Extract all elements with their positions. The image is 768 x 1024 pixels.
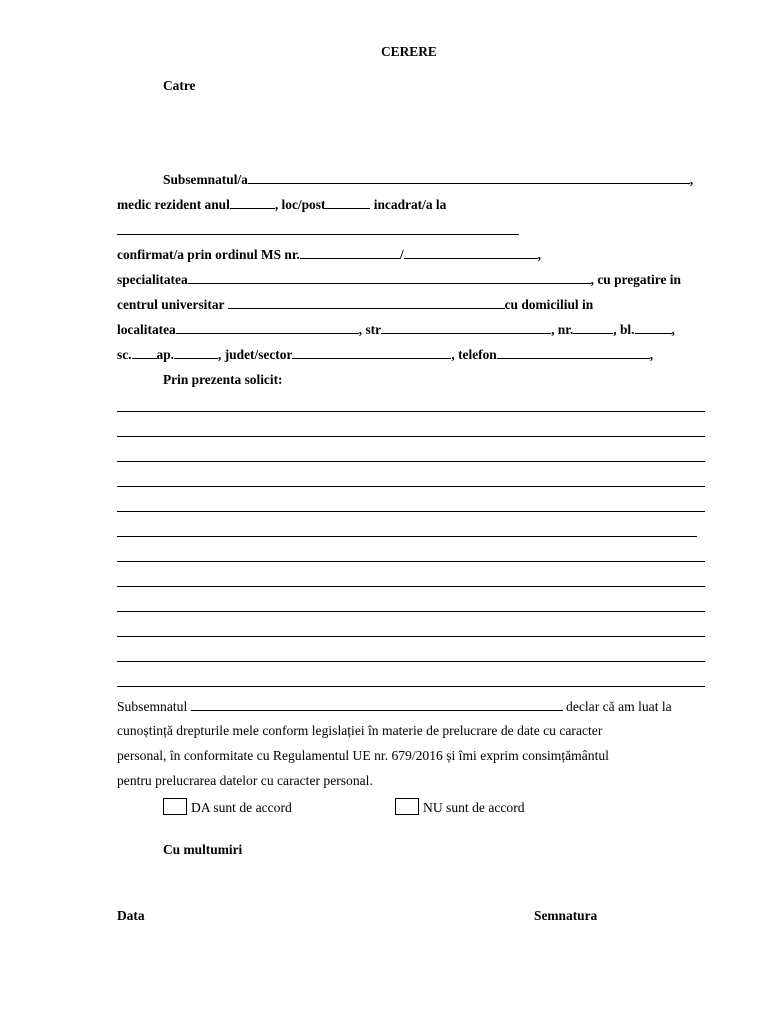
centrul-label: centrul universitar: [117, 297, 228, 312]
sc-label: sc.: [117, 347, 132, 362]
request-line[interactable]: [117, 536, 697, 537]
comma-text: ,: [671, 322, 675, 337]
form-line-1: [163, 171, 693, 188]
institution-field[interactable]: [117, 234, 519, 235]
consent-subsemnatul-label: Subsemnatul: [117, 699, 191, 714]
request-line[interactable]: [117, 611, 705, 612]
consent-no-checkbox[interactable]: [395, 798, 419, 815]
localitatea-label: localitatea: [117, 322, 176, 337]
phone-field[interactable]: [497, 346, 650, 359]
request-line[interactable]: [117, 436, 705, 437]
staircase-field[interactable]: [132, 346, 157, 359]
telefon-label: , telefon: [451, 347, 497, 362]
post-field[interactable]: [325, 196, 370, 209]
comma-text: ,: [689, 172, 694, 187]
street-field[interactable]: [381, 321, 551, 334]
order-date-field[interactable]: [404, 246, 538, 259]
consent-name-field[interactable]: [191, 698, 563, 711]
request-line[interactable]: [117, 586, 705, 587]
form-line-6: [117, 296, 593, 313]
page-title: CERERE: [381, 44, 437, 59]
specialty-field[interactable]: [188, 271, 591, 284]
bl-label: , bl.: [613, 322, 635, 337]
ap-label: ap.: [156, 347, 175, 362]
locality-field[interactable]: [176, 321, 359, 334]
request-line[interactable]: [117, 411, 705, 412]
cu-pregatire-label: , cu pregatire in: [590, 272, 681, 287]
medic-rezident-label: medic rezident anul: [117, 197, 230, 212]
block-field[interactable]: [635, 321, 672, 334]
year-field[interactable]: [230, 196, 275, 209]
request-line[interactable]: [117, 661, 705, 662]
confirmat-label: confirmat/a prin ordinul MS nr.: [117, 247, 300, 262]
university-center-field[interactable]: [228, 296, 505, 309]
name-field[interactable]: [248, 171, 690, 184]
consent-yes-label: DA sunt de accord: [191, 800, 292, 815]
comma-text: ,: [649, 347, 654, 362]
order-number-field[interactable]: [300, 246, 400, 259]
form-line-5: [117, 271, 681, 288]
consent-no-option[interactable]: [395, 798, 525, 816]
specialitatea-label: specialitatea: [117, 272, 188, 287]
consent-line-2: cunoștință drepturile mele conform legislației în materie de prelucrare de date cu caracter: [117, 723, 603, 738]
slash-text: /: [399, 247, 404, 262]
loc-post-label: , loc/post: [274, 197, 326, 212]
closing-text: Cu multumiri: [163, 842, 243, 857]
nr-label: , nr.: [551, 322, 574, 337]
consent-line-3: personal, în conformitate cu Regulamentul UE nr. 679/2016 și îmi exprim consimțământul: [117, 748, 609, 763]
subsemnatul-label: Subsemnatul/a: [163, 172, 248, 187]
form-line-7: [117, 321, 675, 338]
form-line-2: [117, 196, 446, 213]
form-line-4: [117, 246, 541, 263]
county-field[interactable]: [292, 346, 451, 359]
incadrat-label: incadrat/a la: [370, 197, 447, 212]
signature-label: Semnatura: [534, 908, 598, 923]
consent-no-label: NU sunt de accord: [423, 800, 525, 815]
str-label: , str: [358, 322, 382, 337]
request-line[interactable]: [117, 561, 705, 562]
request-line[interactable]: [117, 461, 705, 462]
consent-line-1: [117, 698, 672, 715]
form-line-8: [117, 346, 653, 363]
consent-yes-option[interactable]: [163, 798, 292, 816]
judet-label: , judet/sector: [218, 347, 293, 362]
request-line[interactable]: [117, 686, 705, 687]
cu-domiciliul-label: cu domiciliul in: [504, 297, 594, 312]
date-label: Data: [117, 908, 145, 923]
request-label: Prin prezenta solicit:: [163, 372, 283, 387]
addressee-label: Catre: [163, 78, 196, 93]
request-line[interactable]: [117, 486, 705, 487]
request-line[interactable]: [117, 511, 705, 512]
consent-yes-checkbox[interactable]: [163, 798, 187, 815]
number-field[interactable]: [573, 321, 613, 334]
request-line[interactable]: [117, 636, 705, 637]
comma-text: ,: [537, 247, 541, 262]
consent-declar-text: declar că am luat la: [562, 699, 672, 714]
apartment-field[interactable]: [174, 346, 218, 359]
consent-line-4: pentru prelucrarea datelor cu caracter personal.: [117, 773, 373, 788]
